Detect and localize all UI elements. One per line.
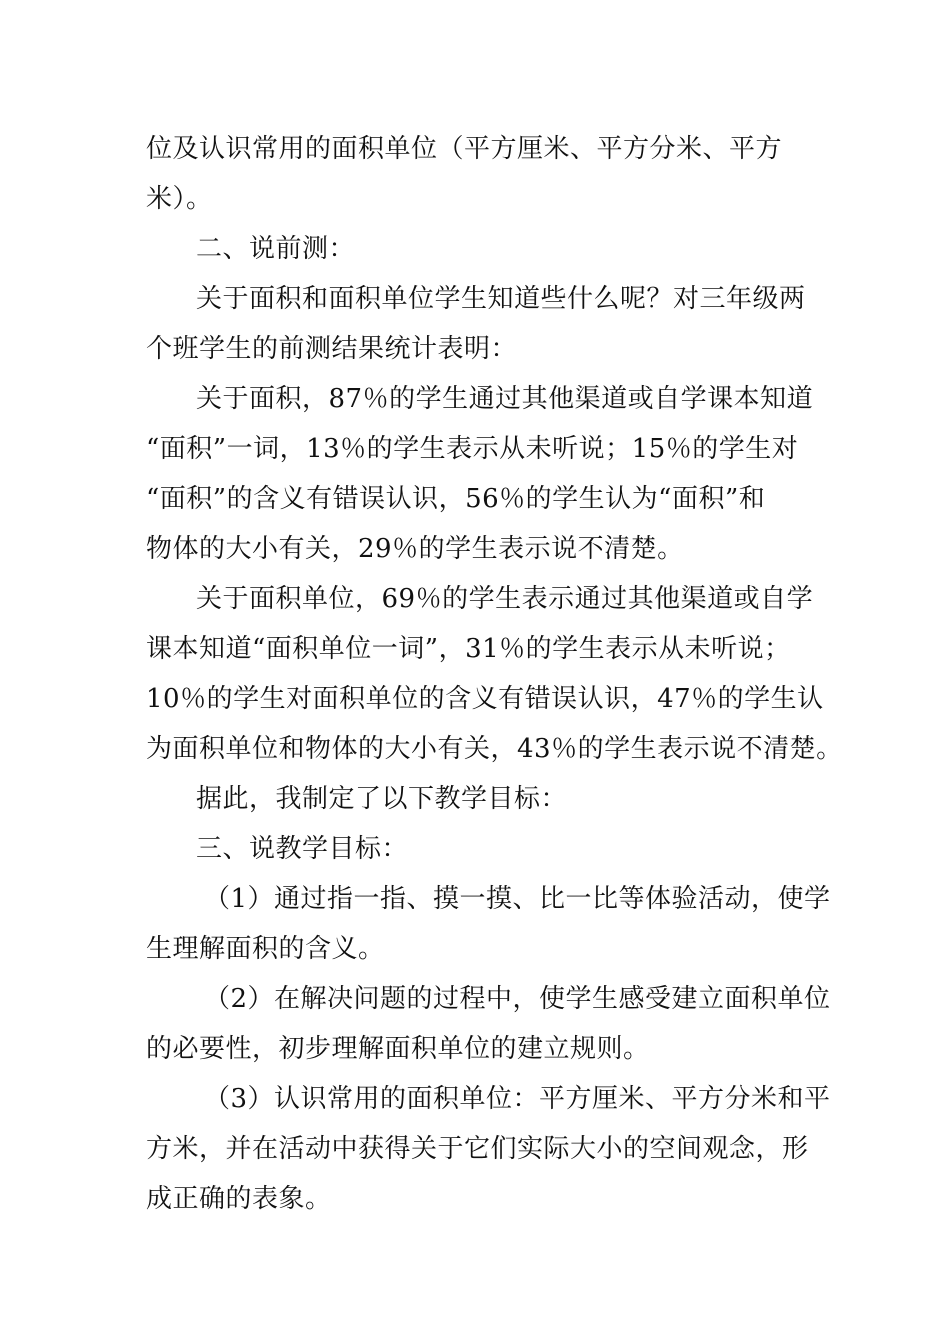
text-line: （3）认识常用的面积单位：平方厘米、平方分米和平 — [204, 1084, 831, 1114]
text-line: 关于面积和面积单位学生知道些什么呢？对三年级两 — [196, 284, 806, 314]
text-line: 关于面积，87％的学生通过其他渠道或自学课本知道 — [196, 384, 814, 414]
text-line: 课本知道“面积单位一词”，31％的学生表示从未听说； — [146, 634, 791, 664]
text-line: 的必要性，初步理解面积单位的建立规则。 — [146, 1034, 650, 1064]
text-line: （2）在解决问题的过程中，使学生感受建立面积单位 — [204, 984, 831, 1014]
text-line: 10％的学生对面积单位的含义有错误认识，47％的学生认 — [146, 684, 824, 714]
text-line: 据此，我制定了以下教学目标： — [196, 784, 568, 814]
text-line: “面积”的含义有错误认识，56％的学生认为“面积”和 — [146, 484, 766, 514]
text-line: 米）。 — [146, 184, 213, 214]
text-line: 成正确的表象。 — [146, 1184, 332, 1214]
text-line: （1）通过指一指、摸一摸、比一比等体验活动，使学 — [204, 884, 831, 914]
text-line: 个班学生的前测结果统计表明： — [146, 334, 518, 364]
text-line: 为面积单位和物体的大小有关，43％的学生表示说不清楚。 — [146, 734, 843, 764]
text-line: 关于面积单位，69％的学生表示通过其他渠道或自学 — [196, 584, 814, 614]
text-line: 方米，并在活动中获得关于它们实际大小的空间观念，形 — [146, 1134, 809, 1164]
text-line: 位及认识常用的面积单位（平方厘米、平方分米、平方 — [146, 134, 783, 164]
text-line: 物体的大小有关，29％的学生表示说不清楚。 — [146, 534, 684, 564]
text-line: “面积”一词，13％的学生表示从未听说；15％的学生对 — [146, 434, 799, 464]
section-heading: 三、说教学目标： — [196, 834, 409, 864]
text-line: 生理解面积的含义。 — [146, 934, 385, 964]
section-heading: 二、说前测： — [196, 234, 356, 264]
